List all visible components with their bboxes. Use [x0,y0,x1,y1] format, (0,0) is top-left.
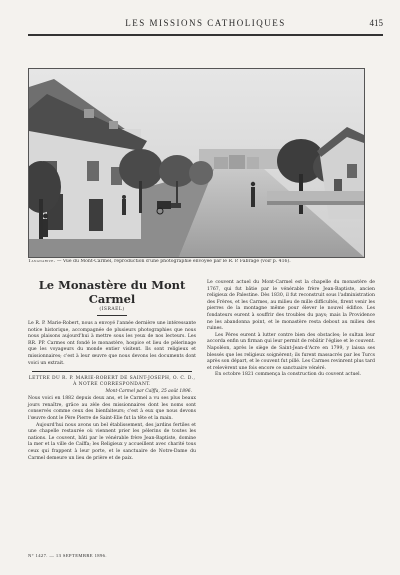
section-divider [32,371,192,372]
left-paragraph: Nous voici en 1882 depuis deux ans, et le Carmel a vu ses plus beaux jours renaître, grâce au zèle des missionnaires dont les noms sont conservés comme ceux des bienfaiteurs; c'est à eux que nous devons l'œuvre dont le Père Pierre de Saint-Elie fut la tête et la main. [28,396,196,421]
letter-dateline: Mont-Carmel par Caïffa, 25 août 1896. [105,389,192,395]
caption-place: Tananarive. [28,259,56,264]
right-paragraph: En octobre 1821 commença la construction du couvent actuel. [215,372,362,378]
photograph-illustration [29,69,364,257]
letter-heading: LETTRE DU R. P. MARIE-ROBERT DE SAINT-JOSEPH, O. C. D., À NOTRE CORRESPONDANT. [28,376,196,388]
article-intro: Le R. P. Marie-Robert, nous a envoyé l'année dernière une intéressante notice historique, accompagnée de plusieurs photographies que nous nous plaisons aujourd'hui à mettre sous les yeux de nos lecteurs. Les RR. PP. Carmes ont fondé le monastère, hospice et lieu de pèlerinage que les voyageurs du monde entier visitent. Ils sont religieux et missionnaires; c'est à leur œuvre que nous devons les documents dont voici un extrait. [28,321,196,366]
right-paragraph: Le couvent actuel du Mont-Carmel est la chapelle du monastère de 1767, qui fut bâtie par le vénérable frère Jean-Baptiste, ancien religieux de Palestine. Dès 1830, il fut reconstruit sous l'administration des Frères, et les Carmes, au milieu de mille difficultés, firent venir les pierres de la montagne même pour élever le nouvel édifice. Les fondateurs eurent à souffrir des troubles du pays; mais la Providence ne les abandonna point, et le monastère resta debout au milieu des ruines. [207,280,375,332]
article-title: Le Monastère du Mont Carmel [38,278,186,306]
masthead [28,18,383,36]
title-divider [97,315,127,316]
right-paragraph: Les Pères eurent à lutter contre bien des obstacles; le sultan leur accorda enfin un firman qui leur permit de rebâtir l'église et le couvent. Napoléon, après le siège de Saint-Jean-d'Acre en 1799, y laissa ses blessés que les religieux soignèrent; ils furent massacrés par les Turcs après son départ, et le couvent fut pillé. Les Carmes revinrent plus tard et relevèrent une fois encore ce sanctuaire vénéré. [207,332,376,371]
issue-footer: N° 1427. — 13 SEPTEMBRE 1896. [28,553,107,558]
left-column [28,278,196,462]
right-column [207,280,375,379]
left-paragraph: Aujourd'hui nous avons un bel établissement, des jardins fertiles et une chapelle restaurée où viennent prier les pèlerins de toutes les nations. Le couvent, bâti par le vénérable frère Jean-Baptiste, domine la mer et la ville de Caïffa; les Religieux y accueillent avec charité tous ceux qui frappent à leur porte, et le sanctuaire de Notre-Dame du Carmel demeure un lieu de prière et de paix. [28,422,196,461]
page-number: 415 [369,18,383,28]
street-photograph [28,68,365,258]
photo-caption [28,259,373,265]
masthead-title: LES MISSIONS CATHOLIQUES [125,18,286,28]
caption-text: — Vue du Mont-Carmel, reproduction d'une photographie envoyée par le R. P. Fabrage (voir p. 416). [55,259,291,264]
article-subtitle: (ISRAEL) [99,307,125,312]
